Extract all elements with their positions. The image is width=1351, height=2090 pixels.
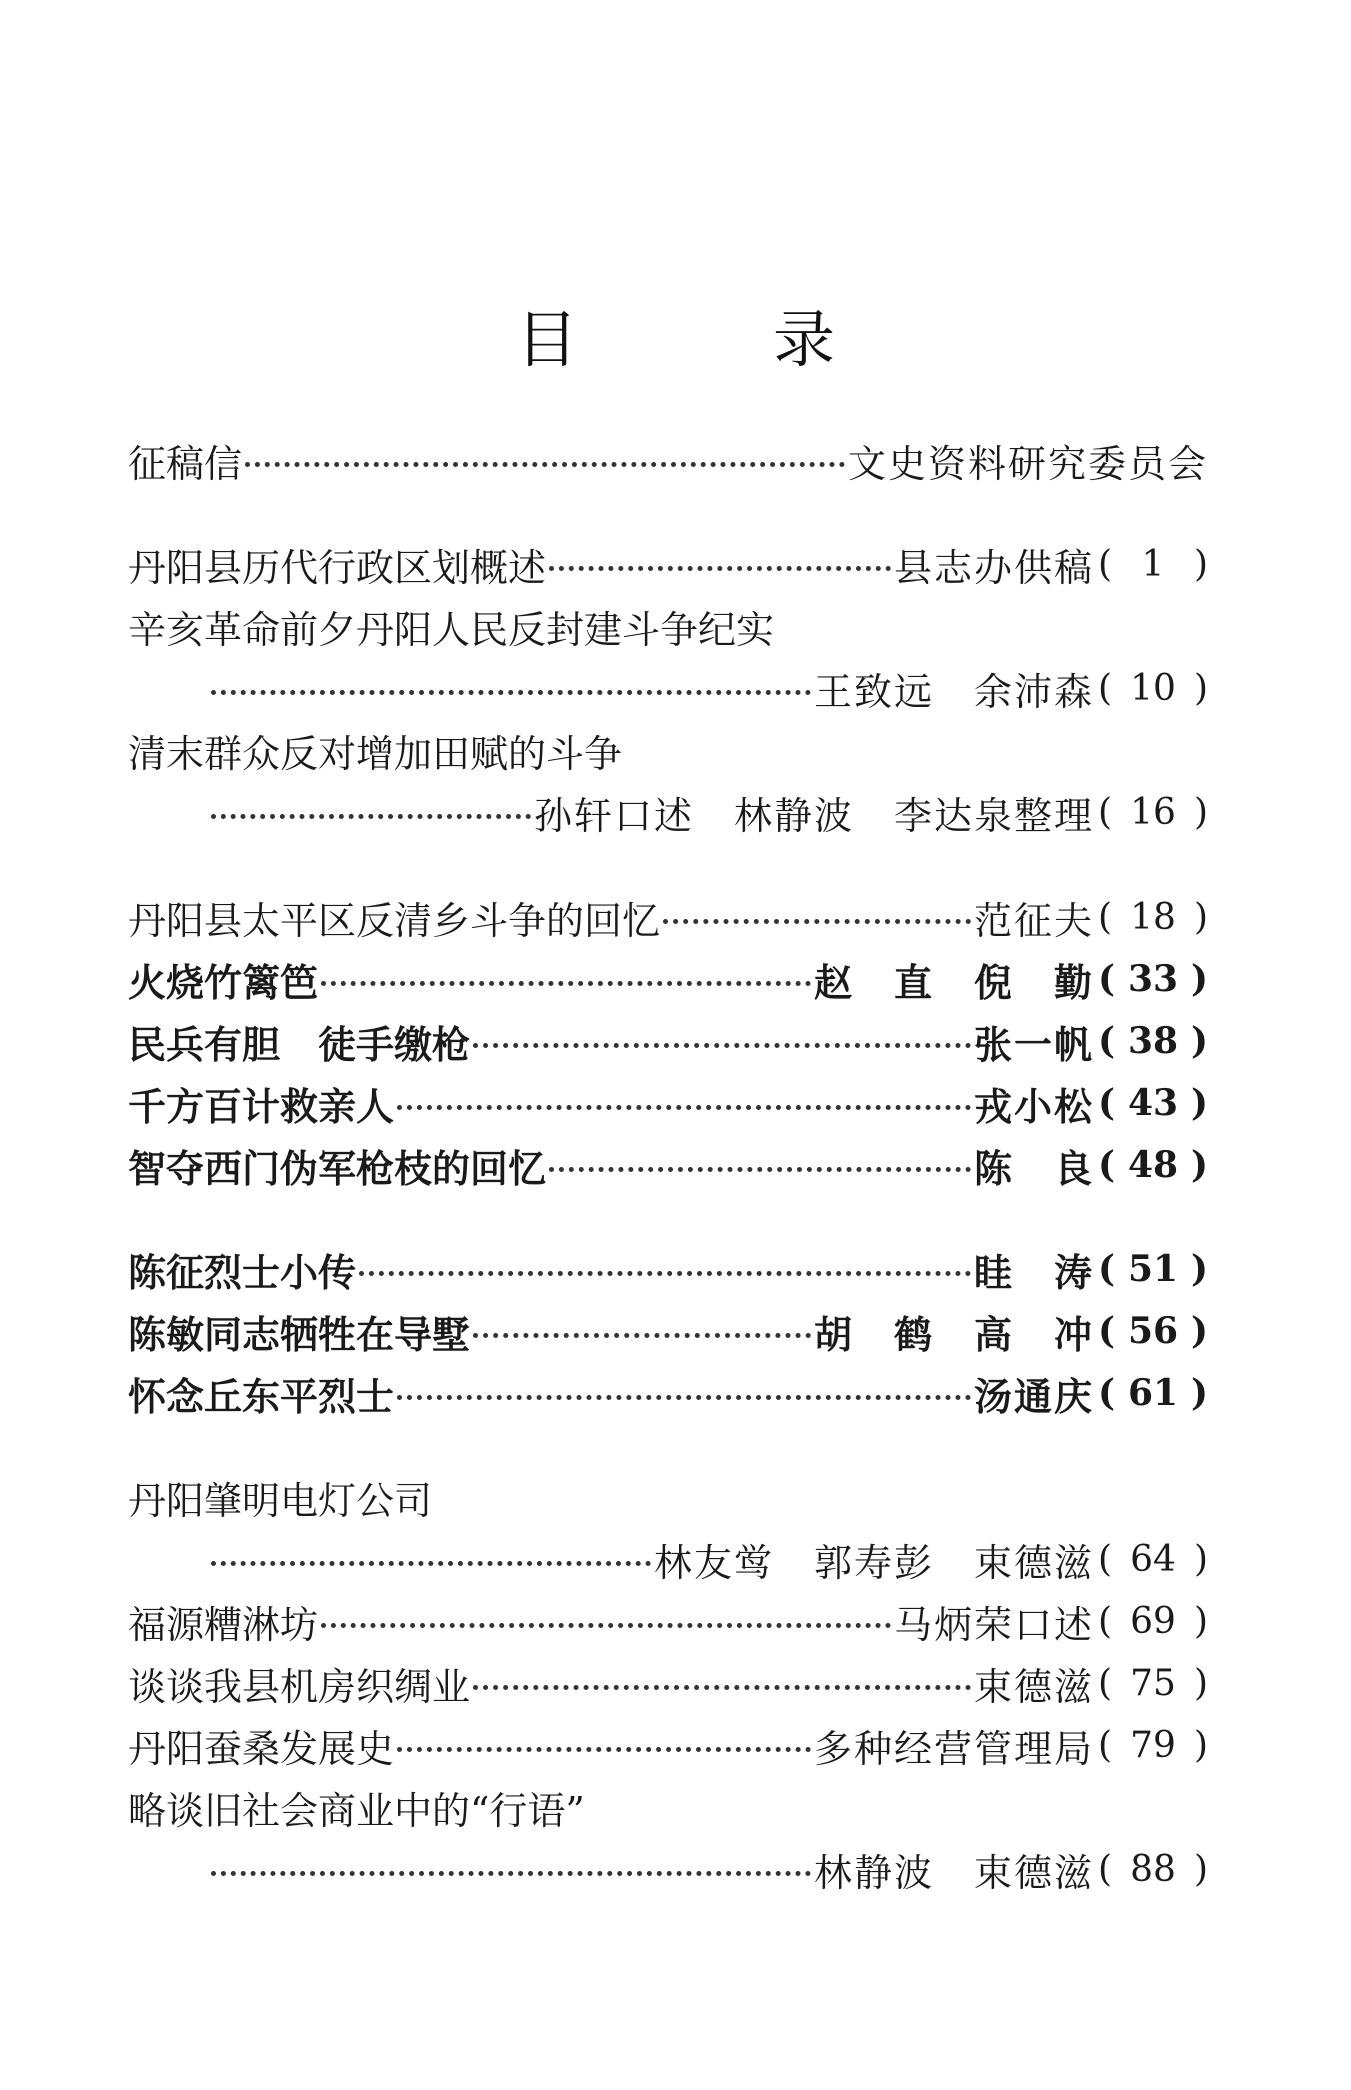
toc-entry-author: 林静波 束德滋 (813, 1850, 1094, 1895)
toc-entry-page (1098, 1849, 1208, 1890)
toc-entry-page (1098, 668, 1208, 709)
toc-entry-author: 胡 鹤 高 冲 (813, 1311, 1094, 1357)
dot-leader (473, 1685, 971, 1690)
toc-entry (128, 1012, 1208, 1070)
toc-entry-title: 丹阳肇明电灯公司 (128, 1478, 433, 1523)
open-paren: ( (1098, 1020, 1116, 1062)
toc-entry-author: 文史资料研究委员会 (847, 441, 1208, 486)
close-paren: ) (1190, 1248, 1208, 1290)
dot-leader (473, 1043, 971, 1048)
page-number: 1 (1141, 543, 1165, 585)
toc-entry-title: 丹阳县历代行政区划概述 (128, 545, 547, 590)
close-paren: ) (1190, 1144, 1208, 1186)
open-paren: ( (1098, 543, 1113, 585)
toc-entry (128, 597, 1208, 655)
toc-entry-title: 清末群众反对增加田赋的斗争 (128, 731, 623, 776)
toc-entry-continuation (208, 659, 1208, 717)
title-char-1: 目 (515, 303, 578, 376)
dot-leader (397, 1105, 971, 1110)
close-paren: ) (1190, 1372, 1208, 1414)
toc-entry-page (1098, 1372, 1208, 1414)
page-number: 56 (1127, 1310, 1179, 1352)
toc-entry-title: 丹阳蚕桑发展史 (128, 1726, 395, 1771)
toc-entry-page (1098, 1725, 1208, 1766)
dot-leader (321, 981, 811, 986)
dot-leader (549, 566, 891, 571)
toc-entry (128, 888, 1208, 946)
page-number: 61 (1127, 1372, 1179, 1414)
open-paren: ( (1098, 1600, 1113, 1642)
toc-entry-page (1098, 1601, 1208, 1642)
open-paren: ( (1098, 1538, 1113, 1580)
open-paren: ( (1098, 1310, 1116, 1352)
toc-entry-author: 王致远 余沛森 (813, 669, 1094, 714)
page-number: 69 (1130, 1600, 1176, 1642)
page-number: 51 (1127, 1248, 1179, 1290)
toc-entry-page (1098, 544, 1208, 585)
open-paren: ( (1098, 1144, 1116, 1186)
toc-entry (128, 721, 1208, 779)
open-paren: ( (1098, 1082, 1116, 1124)
toc-entry-page (1098, 1144, 1208, 1186)
toc-entry (128, 1364, 1208, 1422)
toc-entry-title: 征稿信 (128, 441, 243, 486)
close-paren: ) (1193, 1662, 1208, 1704)
toc-entry-page (1098, 1082, 1208, 1124)
toc-entry-author: 汤通庆 (973, 1373, 1094, 1419)
toc-entry-continuation (208, 1840, 1208, 1898)
open-paren: ( (1098, 1848, 1113, 1890)
close-paren: ) (1193, 1724, 1208, 1766)
toc-entry (128, 1074, 1208, 1132)
toc-entry-author: 多种经营管理局 (813, 1726, 1094, 1771)
toc-entry-title: 辛亥革命前夕丹阳人民反封建斗争纪实 (128, 607, 775, 652)
toc-entry-title: 丹阳县太平区反清乡斗争的回忆 (128, 898, 661, 943)
close-paren: ) (1193, 1538, 1208, 1580)
toc-entry (128, 1468, 1208, 1526)
close-paren: ) (1193, 1848, 1208, 1890)
dot-leader (473, 1333, 811, 1338)
toc-entry-title: 陈征烈士小传 (128, 1249, 357, 1295)
toc-entry-page (1098, 1539, 1208, 1580)
dot-leader (549, 1167, 971, 1172)
dot-leader (211, 1871, 811, 1876)
dot-leader (359, 1271, 971, 1276)
dot-leader (663, 919, 971, 924)
close-paren: ) (1190, 958, 1208, 1000)
toc-entry-title: 陈敏同志牺牲在导墅 (128, 1311, 471, 1357)
close-paren: ) (1193, 1600, 1208, 1642)
dot-leader (397, 1747, 811, 1752)
toc-entry-author: 眭 涛 (973, 1249, 1094, 1295)
toc-entry-author: 束德滋 (973, 1664, 1094, 1709)
toc-entry-author: 张一帆 (973, 1021, 1094, 1067)
toc-entry-page (1098, 1020, 1208, 1062)
title-char-2: 录 (773, 303, 836, 376)
toc-entry (128, 1136, 1208, 1194)
toc-entry-page (1098, 792, 1208, 833)
open-paren: ( (1098, 1248, 1116, 1290)
close-paren: ) (1193, 791, 1208, 833)
toc-entry (128, 1240, 1208, 1298)
page-number: 88 (1130, 1848, 1176, 1890)
toc-entry-author: 范征夫 (973, 898, 1094, 943)
toc-entry-page (1098, 1248, 1208, 1290)
toc-entry-title: 略谈旧社会商业中的“行语” (128, 1788, 585, 1833)
close-paren: ) (1193, 667, 1208, 709)
page-number: 79 (1130, 1724, 1176, 1766)
close-paren: ) (1193, 896, 1208, 938)
page-number: 43 (1127, 1082, 1179, 1124)
open-paren: ( (1098, 1662, 1113, 1704)
dot-leader (211, 690, 811, 695)
toc-entry-continuation (208, 783, 1208, 841)
close-paren: ) (1190, 1082, 1208, 1124)
toc-entry (128, 1302, 1208, 1360)
toc-entry-author: 马炳荣口述 (893, 1602, 1094, 1647)
toc-entry-author: 林友鸴 郭寿彭 束德滋 (653, 1540, 1094, 1585)
open-paren: ( (1098, 667, 1113, 709)
page-number: 33 (1127, 958, 1179, 1000)
page-number: 75 (1130, 1662, 1176, 1704)
page-number: 18 (1130, 896, 1176, 938)
page-number: 10 (1130, 667, 1176, 709)
dot-leader (211, 814, 531, 819)
toc-entry-author: 孙轩口述 林静波 李达泉整理 (533, 793, 1094, 838)
toc-entry (128, 1592, 1208, 1650)
dot-leader (321, 1623, 891, 1628)
close-paren: ) (1190, 1310, 1208, 1352)
toc-entry-continuation (208, 1530, 1208, 1588)
toc-entry-author: 戎小松 (973, 1083, 1094, 1129)
open-paren: ( (1098, 1724, 1113, 1766)
dot-leader (245, 462, 845, 467)
toc-entry-page (1098, 958, 1208, 1000)
toc-entry-title: 怀念丘东平烈士 (128, 1373, 395, 1419)
toc-entry-page (1098, 897, 1208, 938)
toc-entry (128, 1778, 1208, 1836)
open-paren: ( (1098, 791, 1113, 833)
page-title (0, 300, 1351, 380)
toc-entry-author: 赵 直 倪 勤 (813, 959, 1094, 1005)
close-paren: ) (1190, 1020, 1208, 1062)
page-number: 64 (1130, 1538, 1176, 1580)
toc-entry-page (1098, 1663, 1208, 1704)
toc-entry-title: 千方百计救亲人 (128, 1083, 395, 1129)
toc-entry (128, 1716, 1208, 1774)
open-paren: ( (1098, 896, 1113, 938)
page-number: 48 (1127, 1144, 1179, 1186)
dot-leader (211, 1561, 651, 1566)
close-paren: ) (1193, 543, 1208, 585)
page-number: 38 (1127, 1020, 1179, 1062)
toc-entry (128, 950, 1208, 1008)
open-paren: ( (1098, 958, 1116, 1000)
toc-entry-title: 民兵有胆 徒手缴枪 (128, 1021, 471, 1067)
page-number: 16 (1130, 791, 1176, 833)
toc-entry-author: 陈 良 (973, 1145, 1094, 1191)
toc-entry-title: 智夺西门伪军枪枝的回忆 (128, 1145, 547, 1191)
toc-entry-author: 县志办供稿 (893, 545, 1094, 590)
dot-leader (397, 1395, 971, 1400)
toc-intro-line (128, 431, 1208, 489)
toc-entry-title: 谈谈我县机房织绸业 (128, 1664, 471, 1709)
toc-entry-page (1098, 1310, 1208, 1352)
toc-entry-title: 福源糟淋坊 (128, 1602, 319, 1647)
toc-entry-title: 火烧竹篱笆 (128, 959, 319, 1005)
toc-entry (128, 1654, 1208, 1712)
open-paren: ( (1098, 1372, 1116, 1414)
toc-entry (128, 535, 1208, 593)
